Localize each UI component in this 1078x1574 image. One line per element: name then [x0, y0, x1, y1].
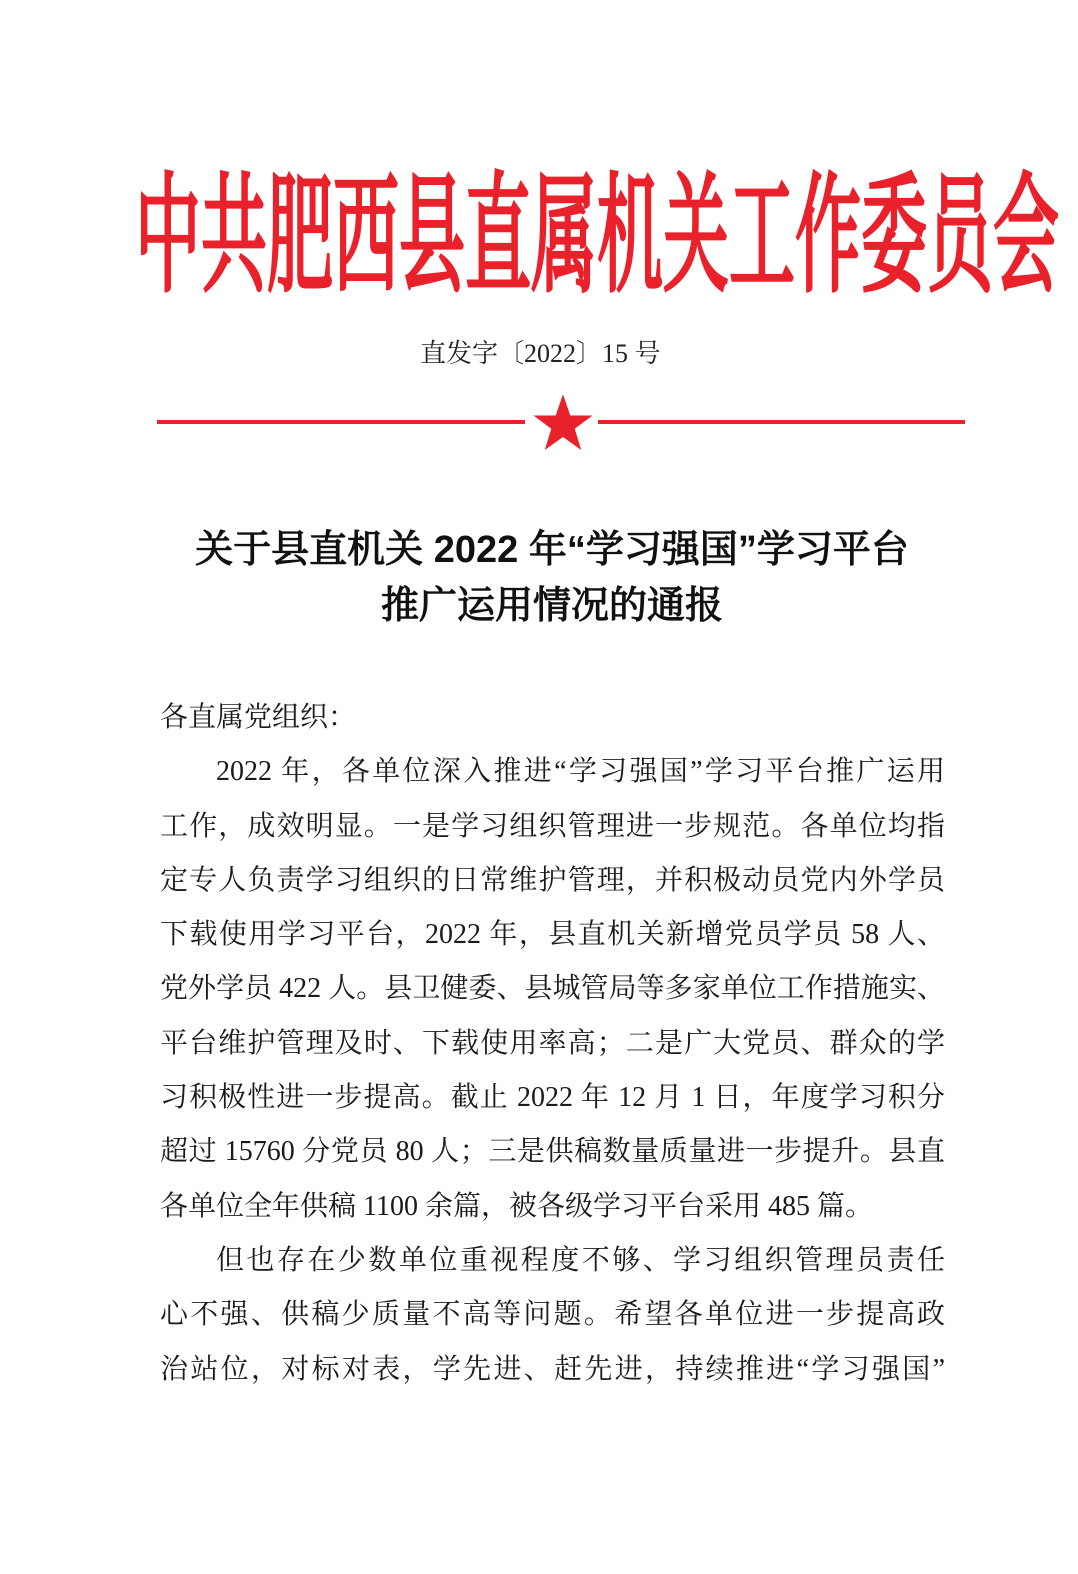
body-line: 平台维护管理及时、下载使用率高；二是广大党员、群众的学: [160, 1027, 945, 1059]
body-line: 治站位，对标对表，学先进、赶先进，持续推进“学习强国”: [160, 1353, 945, 1385]
body-line: 工作，成效明显。一是学习组织管理进一步规范。各单位均指: [160, 810, 945, 842]
red-separator-right: [598, 420, 965, 424]
body-line: 党外学员 422 人。县卫健委、县城管局等多家单位工作措施实、: [160, 973, 945, 1005]
document-body: [160, 691, 945, 1397]
salutation: 各直属党组织：: [160, 702, 357, 733]
body-line: 下载使用学习平台，2022 年，县直机关新增党员学员 58 人、: [160, 919, 945, 951]
body-line: 2022 年，各单位深入推进“学习强国”学习平台推广运用: [216, 756, 945, 788]
red-separator-left: [157, 420, 525, 424]
title-line: 关于县直机关 2022 年“学习强国”学习平台: [195, 529, 909, 571]
body-line: 各单位全年供稿 1100 余篇，被各级学习平台采用 485 篇。: [160, 1190, 873, 1222]
body-line: 定专人负责学习组织的日常维护管理，并积极动员党内外学员: [160, 864, 945, 896]
title-line: 推广运用情况的通报: [380, 585, 723, 627]
issuer-header: 中共肥西县直属机关工作委员会: [135, 162, 1059, 308]
body-line: 习积极性进一步提高。截止 2022 年 12 月 1 日，年度学习积分: [160, 1082, 945, 1114]
star-icon: [532, 393, 594, 455]
body-line: 超过 15760 分党员 80 人；三是供稿数量质量进一步提升。县直: [160, 1136, 945, 1168]
body-line: 但也存在少数单位重视程度不够、学习组织管理员责任: [216, 1244, 945, 1276]
body-line: 心不强、供稿少质量不高等问题。希望各单位进一步提高政: [160, 1299, 945, 1331]
document-number: 直发字〔2022〕15 号: [420, 339, 661, 368]
document-title: [26, 522, 1078, 634]
